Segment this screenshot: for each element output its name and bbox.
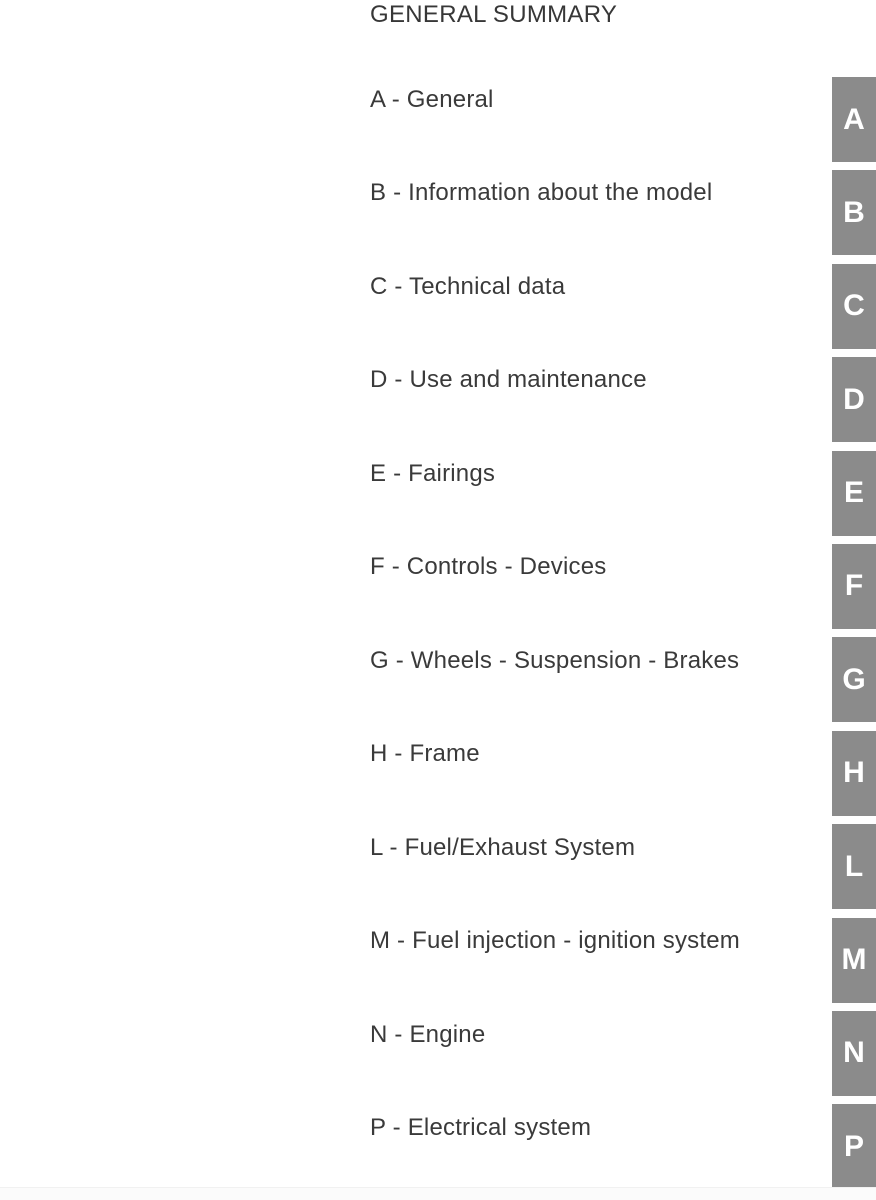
section-tab-e[interactable]: E [832,451,876,536]
summary-item-label: H - Frame [370,740,480,768]
summary-item-electrical-system[interactable] [370,1082,790,1176]
summary-item-fuel-exhaust-system[interactable] [370,801,790,895]
summary-item-label: D - Use and maintenance [370,366,647,394]
section-tab-g[interactable]: G [832,637,876,722]
summary-item-wheels-suspension-brakes[interactable] [370,614,790,708]
summary-item-label: L - Fuel/Exhaust System [370,833,636,861]
page-bottom-edge [0,1187,876,1200]
summary-item-general[interactable] [370,53,790,147]
summary-item-use-and-maintenance[interactable] [370,334,790,428]
summary-item-label: C - Technical data [370,272,566,300]
summary-item-label: A - General [370,85,494,113]
summary-item-label: M - Fuel injection - ignition system [370,927,740,955]
section-tab-m[interactable]: M [832,918,876,1003]
section-tab-p[interactable]: P [832,1104,876,1189]
summary-item-label: E - Fairings [370,459,496,487]
section-tab-h[interactable]: H [832,731,876,816]
summary-item-label: N - Engine [370,1020,486,1048]
summary-item-controls-devices[interactable] [370,521,790,615]
section-tab-n[interactable]: N [832,1011,876,1096]
section-tab-l[interactable]: L [832,824,876,909]
summary-item-label: F - Controls - Devices [370,553,607,581]
summary-item-label: B - Information about the model [370,179,713,207]
section-tab-b[interactable]: B [832,170,876,255]
section-tab-rail [832,77,876,1189]
summary-item-technical-data[interactable] [370,240,790,334]
summary-item-information-about-the-model[interactable] [370,147,790,241]
section-tab-c[interactable]: C [832,264,876,349]
summary-item-fairings[interactable] [370,427,790,521]
summary-item-frame[interactable] [370,708,790,802]
summary-item-label: P - Electrical system [370,1114,592,1142]
section-tab-d[interactable]: D [832,357,876,442]
summary-item-label: G - Wheels - Suspension - Brakes [370,646,740,674]
summary-list [370,53,790,1175]
section-tab-f[interactable]: F [832,544,876,629]
summary-item-engine[interactable] [370,988,790,1082]
section-tab-a[interactable]: A [832,77,876,162]
page-title: GENERAL SUMMARY [370,1,618,28]
summary-item-fuel-injection-ignition-system[interactable] [370,895,790,989]
